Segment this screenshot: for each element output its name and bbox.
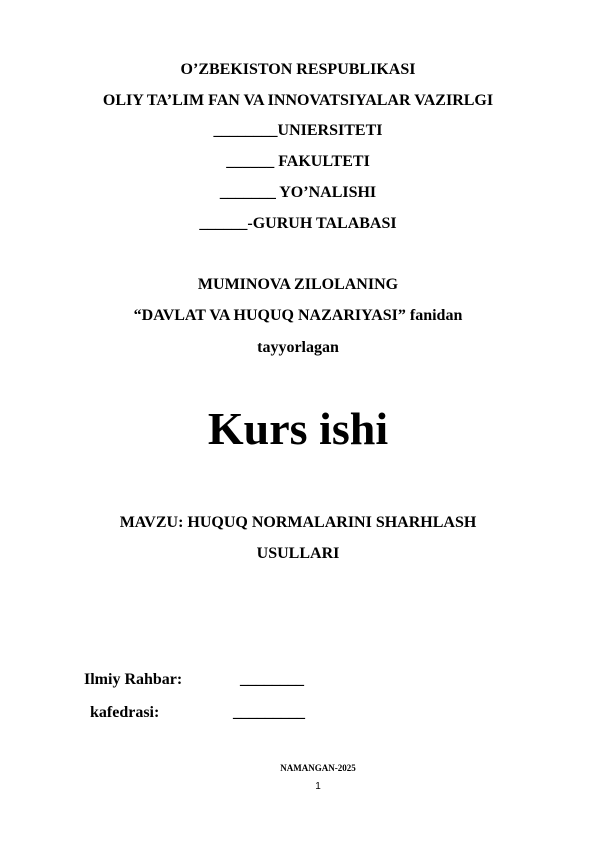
country-line: O’ZBEKISTON RESPUBLIKASI (180, 61, 416, 78)
ministry-line: OLIY TA’LIM FAN VA INNOVATSIYALAR VAZIRLGI (102, 92, 494, 109)
topic-line-2: USULLARI (256, 545, 340, 562)
supervisor-blank: ________ (240, 671, 304, 688)
topic-line-1: MAVZU: HUQUQ NORMALARINI SHARHLASH (119, 514, 477, 531)
subject-line: “DAVLAT VA HUQUQ NAZARIYASI” fanidan (133, 307, 463, 324)
faculty-line: ______ FAKULTETI (226, 153, 370, 170)
university-line: ________UNIERSITETI (213, 122, 383, 139)
department-label: kafedrasi: (90, 704, 160, 721)
department-blank: _________ (233, 704, 305, 721)
document-title: Kurs ishi (207, 403, 389, 454)
group-line: ______-GURUH TALABASI (199, 215, 397, 232)
prepared-line: tayyorlagan (257, 339, 339, 356)
page-number: 1 (315, 781, 321, 792)
direction-line: _______ YO’NALISHI (219, 184, 377, 201)
supervisor-label: Ilmiy Rahbar: (84, 671, 183, 688)
author-name: MUMINOVA ZILOLANING (197, 276, 399, 293)
place-year: NAMANGAN-2025 (280, 763, 356, 773)
